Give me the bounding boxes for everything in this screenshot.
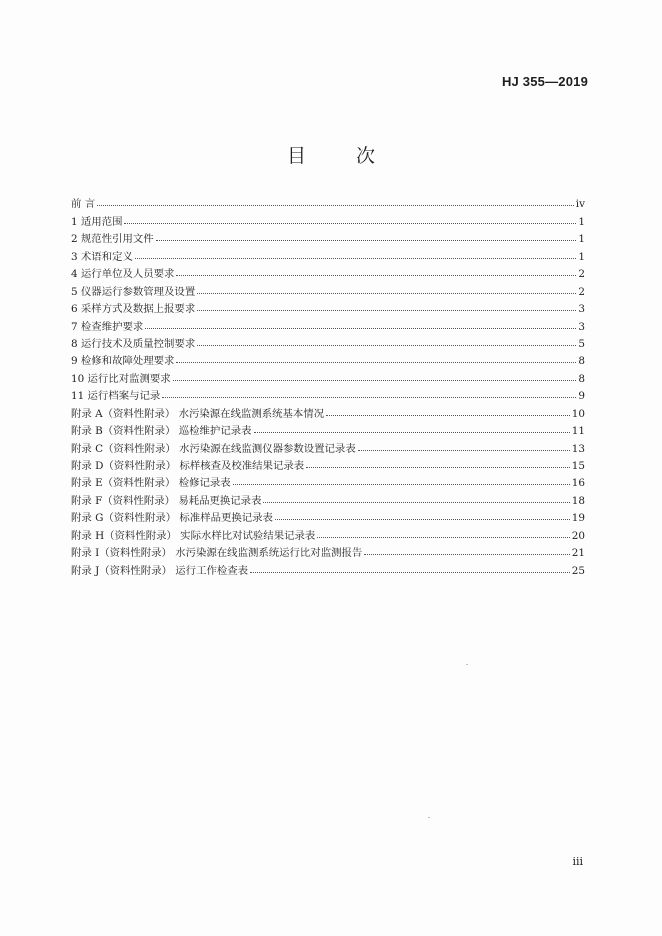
toc-entry[interactable] — [71, 542, 585, 559]
toc-entry-page-number: 25 — [571, 564, 585, 577]
toc-entry[interactable] — [71, 263, 585, 280]
toc-entry[interactable] — [71, 315, 585, 332]
toc-entry-page-number: 11 — [571, 425, 585, 438]
toc-entry[interactable] — [71, 280, 585, 297]
toc-dot-leader — [197, 345, 576, 346]
page-number: iii — [572, 855, 583, 868]
toc-entry[interactable] — [71, 559, 585, 576]
toc-dot-leader — [358, 450, 570, 451]
toc-dot-leader — [275, 519, 570, 520]
toc-dot-leader — [326, 415, 570, 416]
toc-entry-page-number: 9 — [578, 390, 585, 403]
toc-dot-leader — [263, 502, 569, 503]
toc-dot-leader — [317, 537, 570, 538]
toc-dot-leader — [145, 328, 576, 329]
toc-entry-label: 附录 D（资料性附录） 标样核查及校准结果记录表 — [71, 460, 305, 472]
toc-entry-label: 10 运行比对监测要求 — [71, 372, 171, 385]
toc-dot-leader — [156, 240, 577, 241]
toc-entry-label: 附录 F（资料性附录） 易耗品更换记录表 — [71, 494, 262, 507]
toc-entry[interactable] — [71, 524, 585, 541]
table-of-contents — [71, 193, 585, 577]
toc-entry-page-number: 13 — [571, 442, 585, 455]
toc-entry-page-number: 1 — [578, 233, 585, 246]
toc-entry[interactable] — [71, 420, 585, 437]
page-title: 目 次 — [286, 145, 398, 167]
toc-entry[interactable] — [71, 472, 585, 489]
toc-entry-page-number: 20 — [571, 529, 585, 542]
toc-dot-leader — [162, 397, 576, 398]
toc-entry-label: 4 运行单位及人员要求 — [71, 268, 175, 281]
toc-entry-label: 7 检查维护要求 — [71, 320, 144, 333]
toc-entry-page-number: 5 — [578, 337, 585, 350]
toc-entry-page-number: 8 — [578, 372, 585, 385]
scan-speck — [428, 817, 430, 818]
toc-dot-leader — [364, 554, 570, 555]
toc-entry-page-number: 3 — [578, 320, 585, 333]
toc-dot-leader — [250, 572, 570, 573]
toc-entry-label: 6 采样方式及数据上报要求 — [71, 303, 196, 316]
toc-entry-page-number: 21 — [571, 547, 585, 560]
toc-entry-label: 附录 G（资料性附录） 标准样品更换记录表 — [71, 512, 273, 525]
toc-entry[interactable] — [71, 298, 585, 315]
toc-entry-page-number: 1 — [578, 215, 585, 228]
toc-entry-page-number: 8 — [578, 355, 585, 368]
toc-entry-page-number: 15 — [571, 460, 585, 472]
toc-entry-label: 11 运行档案与记录 — [71, 390, 161, 403]
toc-entry-page-number: 18 — [571, 494, 585, 507]
document-number: HJ 355—2019 — [501, 74, 588, 89]
toc-entry-label: 2 规范性引用文件 — [71, 233, 154, 246]
toc-entry[interactable] — [71, 507, 585, 524]
toc-dot-leader — [197, 293, 576, 294]
toc-dot-leader — [197, 310, 576, 311]
toc-entry-label: 9 检修和故障处理要求 — [71, 355, 175, 368]
toc-entry-label: 附录 I（资料性附录） 水污染源在线监测系统运行比对监测报告 — [71, 547, 363, 560]
toc-dot-leader — [176, 362, 576, 363]
toc-dot-leader — [306, 467, 570, 468]
toc-entry-label: 1 适用范围 — [71, 215, 123, 228]
toc-entry-label: 5 仪器运行参数管理及设置 — [71, 285, 196, 298]
toc-dot-leader — [135, 258, 577, 259]
toc-entry-label: 前 言 — [71, 198, 96, 211]
toc-entry-page-number: 1 — [578, 250, 585, 263]
toc-entry[interactable] — [71, 228, 585, 245]
toc-entry[interactable] — [71, 489, 585, 506]
toc-entry[interactable] — [71, 402, 585, 419]
toc-entry-label: 附录 C（资料性附录） 水污染源在线监测仪器参数设置记录表 — [71, 442, 356, 455]
toc-entry[interactable] — [71, 333, 585, 350]
toc-entry[interactable] — [71, 193, 585, 210]
toc-entry-label: 附录 A（资料性附录） 水污染源在线监测系统基本情况 — [71, 407, 325, 420]
toc-dot-leader — [97, 205, 574, 206]
toc-entry-page-number: 10 — [571, 407, 585, 420]
toc-entry[interactable] — [71, 245, 585, 262]
toc-entry[interactable] — [71, 350, 585, 367]
toc-entry-label: 附录 J（资料性附录） 运行工作检查表 — [71, 564, 249, 577]
toc-entry-page-number: 19 — [571, 512, 585, 525]
toc-entry-label: 3 术语和定义 — [71, 250, 133, 263]
toc-entry[interactable] — [71, 437, 585, 454]
toc-entry[interactable] — [71, 455, 585, 472]
toc-entry[interactable] — [71, 385, 585, 402]
toc-dot-leader — [233, 484, 570, 485]
toc-entry-label: 附录 H（资料性附录） 实际水样比对试验结果记录表 — [71, 529, 316, 542]
toc-entry-label: 8 运行技术及质量控制要求 — [71, 337, 196, 350]
toc-entry[interactable] — [71, 210, 585, 227]
toc-dot-leader — [254, 432, 570, 433]
toc-dot-leader — [124, 223, 576, 224]
toc-entry[interactable] — [71, 367, 585, 384]
toc-entry-page-number: 2 — [578, 268, 585, 281]
toc-entry-label: 附录 E（资料性附录） 检修记录表 — [71, 477, 231, 490]
scan-speck — [466, 664, 468, 665]
toc-entry-page-number: iv — [575, 198, 585, 211]
toc-entry-page-number: 2 — [578, 285, 585, 298]
toc-entry-page-number: 3 — [578, 303, 585, 316]
toc-entry-page-number: 16 — [571, 477, 585, 490]
toc-dot-leader — [173, 380, 577, 381]
toc-entry-label: 附录 B（资料性附录） 巡检维护记录表 — [71, 425, 252, 438]
toc-dot-leader — [176, 275, 576, 276]
